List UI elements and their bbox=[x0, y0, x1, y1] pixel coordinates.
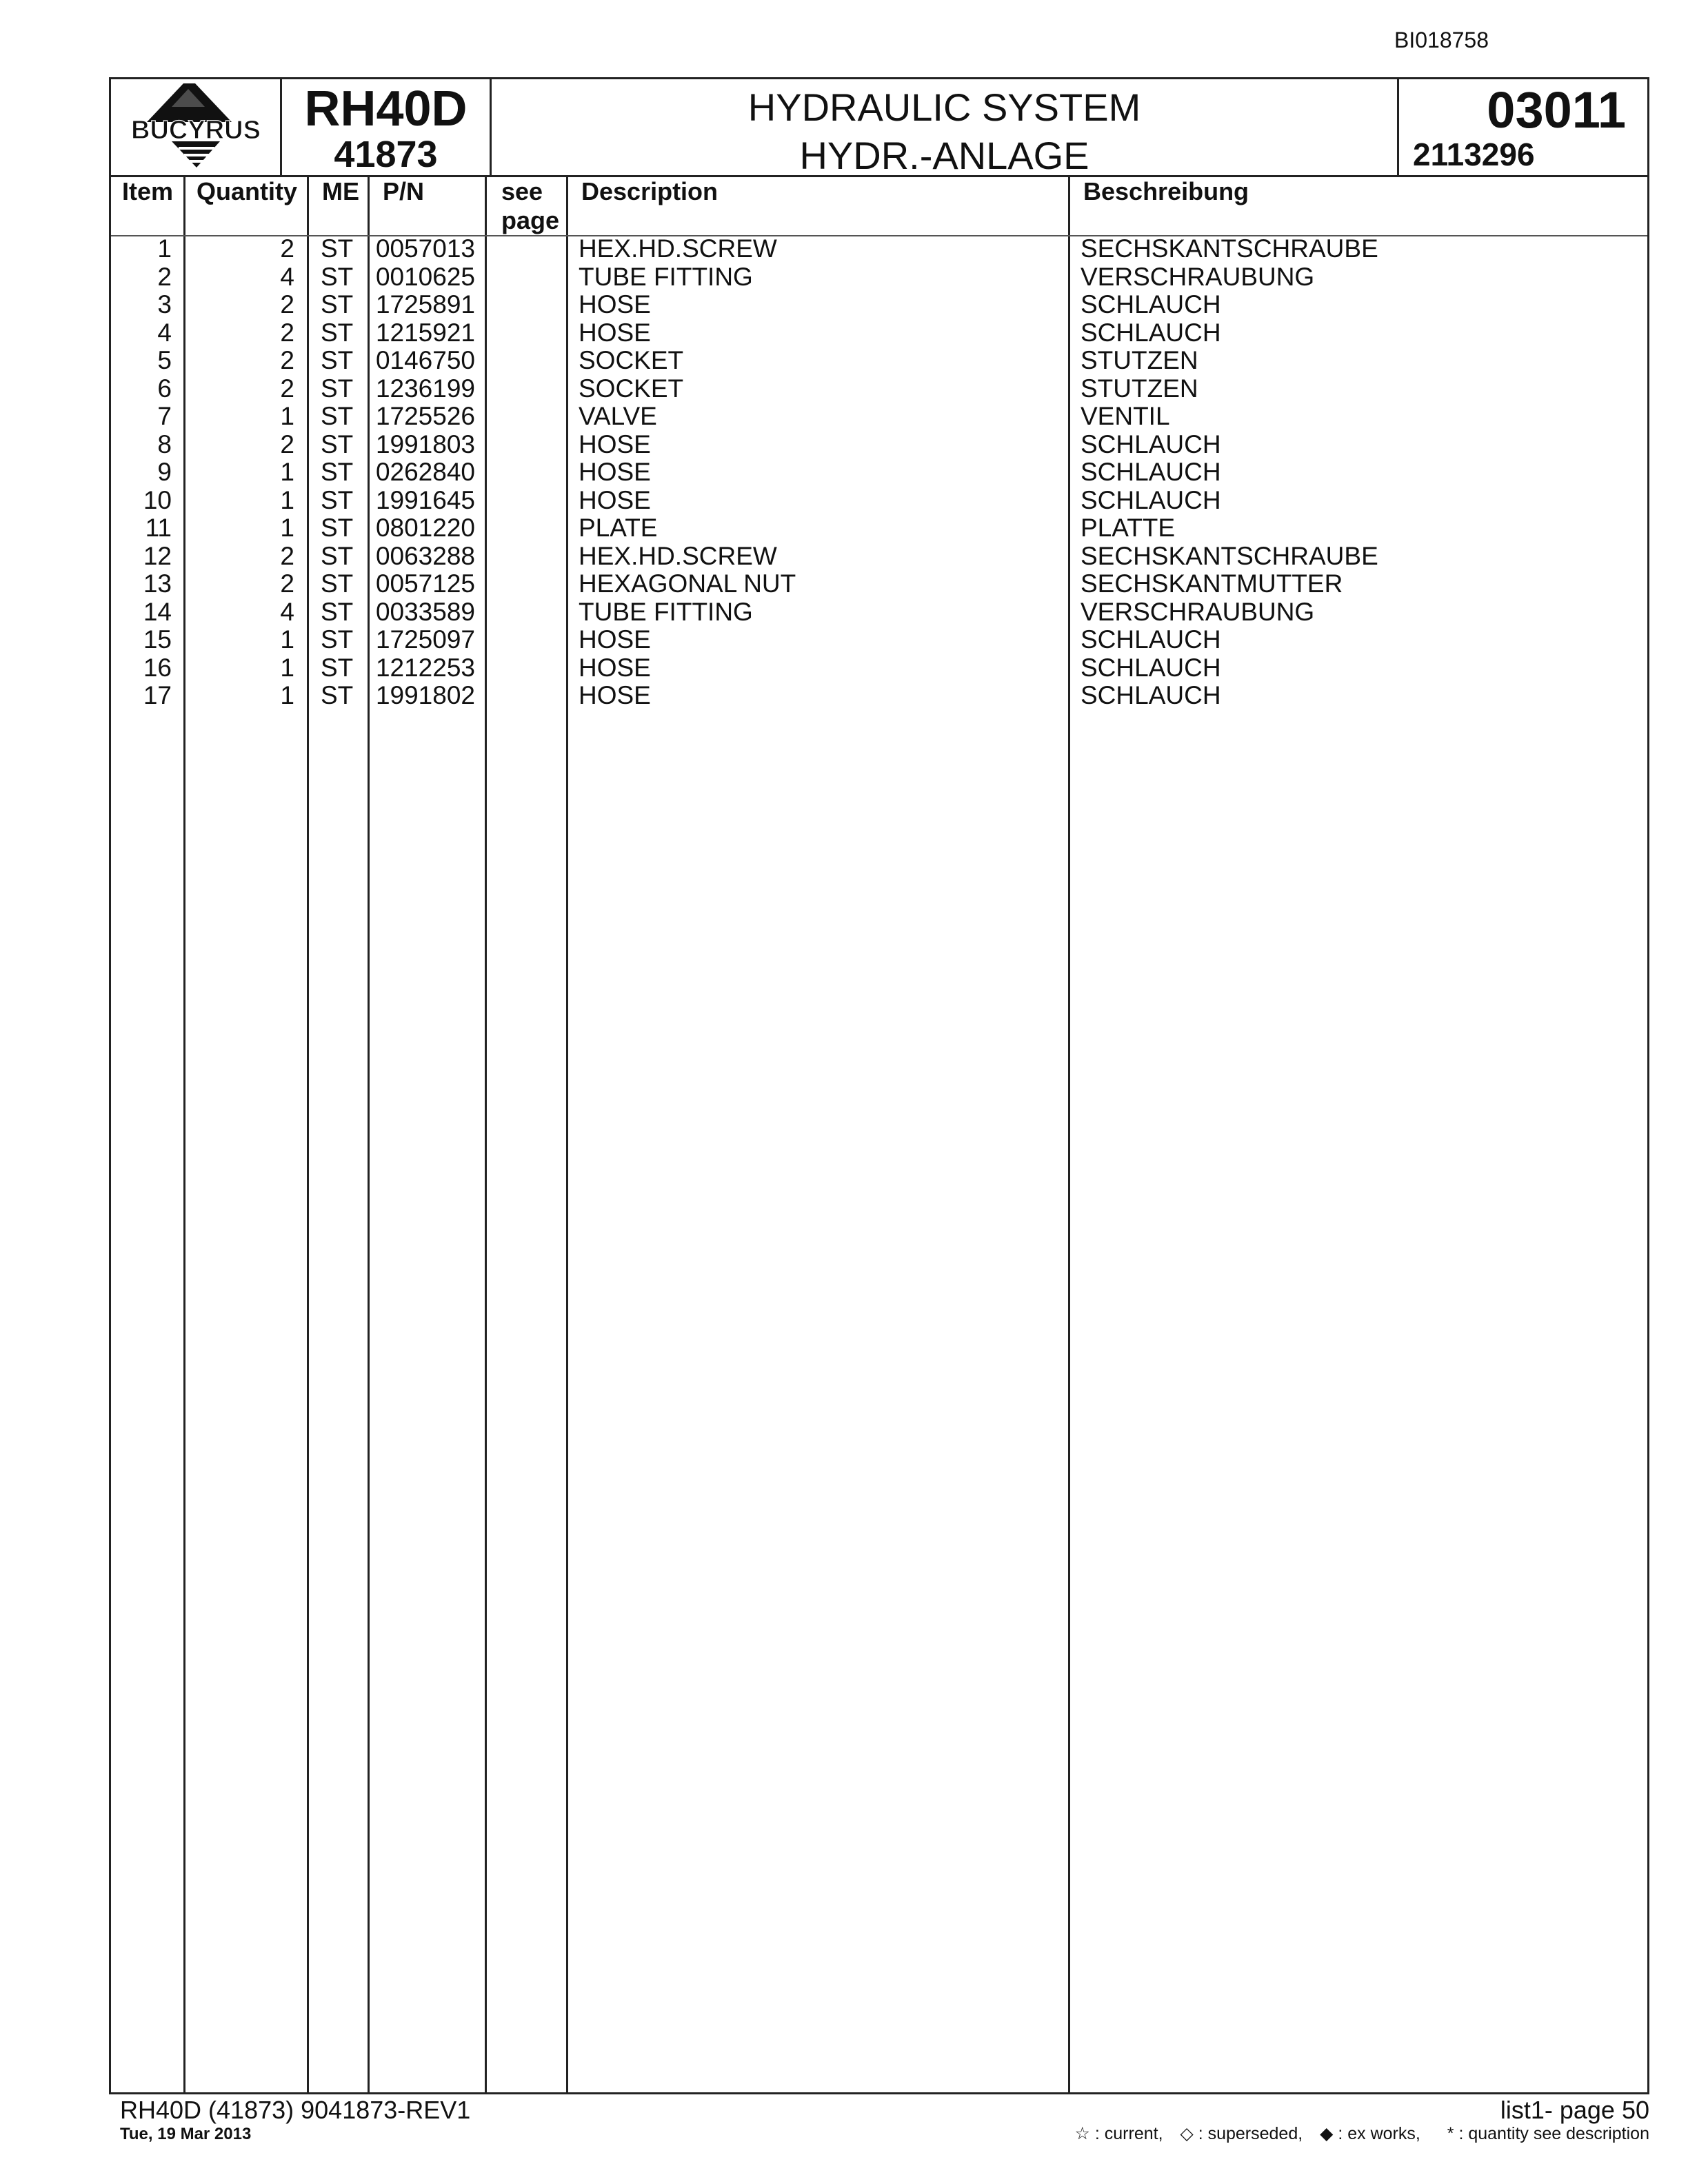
cell-beschreibung: SCHLAUCH bbox=[1081, 625, 1221, 654]
table-row bbox=[111, 487, 1647, 515]
cell-quantity: 1 bbox=[280, 458, 294, 486]
table-row bbox=[111, 543, 1647, 571]
table-row bbox=[111, 431, 1647, 459]
cell-item: 13 bbox=[143, 569, 172, 598]
cell-part-number: 1236199 bbox=[375, 374, 475, 403]
cell-me: ST bbox=[321, 569, 354, 598]
cell-beschreibung: SCHLAUCH bbox=[1081, 681, 1221, 709]
cell-part-number: 1212253 bbox=[375, 653, 475, 682]
cell-me: ST bbox=[321, 541, 354, 570]
table-row bbox=[111, 403, 1647, 431]
cell-beschreibung: STUTZEN bbox=[1081, 346, 1198, 374]
cell-quantity: 2 bbox=[280, 234, 294, 263]
column-header-beschreibung: Beschreibung bbox=[1083, 177, 1249, 205]
cell-me: ST bbox=[321, 402, 354, 430]
table-row bbox=[111, 319, 1647, 347]
cell-item: 16 bbox=[143, 653, 172, 682]
brand-logo-cell bbox=[111, 79, 282, 175]
cell-beschreibung: SECHSKANTMUTTER bbox=[1081, 569, 1343, 598]
column-header-page: page bbox=[501, 206, 560, 234]
table-row bbox=[111, 347, 1647, 375]
cell-part-number: 0801220 bbox=[375, 514, 475, 542]
cell-description: HOSE bbox=[579, 653, 651, 682]
cell-quantity: 4 bbox=[280, 262, 294, 291]
table-row bbox=[111, 514, 1647, 543]
cell-me: ST bbox=[321, 262, 354, 291]
diamond-filled-icon: ◆ bbox=[1320, 2124, 1334, 2143]
cell-item: 3 bbox=[157, 290, 172, 318]
table-row bbox=[111, 291, 1647, 319]
cell-item: 12 bbox=[143, 541, 172, 570]
cell-me: ST bbox=[321, 234, 354, 263]
star-outline-icon: ☆ bbox=[1074, 2124, 1090, 2143]
table-row bbox=[111, 626, 1647, 654]
cell-description: HOSE bbox=[579, 290, 651, 318]
cell-me: ST bbox=[321, 374, 354, 403]
assembly-part-number: 2113296 bbox=[1413, 136, 1535, 172]
legend-quantity: * : quantity see description bbox=[1447, 2124, 1649, 2143]
group-number-cell bbox=[1399, 79, 1649, 175]
cell-beschreibung: SCHLAUCH bbox=[1081, 458, 1221, 486]
cell-me: ST bbox=[321, 429, 354, 458]
cell-part-number: 1991803 bbox=[375, 429, 475, 458]
cell-description: HOSE bbox=[579, 458, 651, 486]
cell-me: ST bbox=[321, 318, 354, 347]
cell-description: HEXAGONAL NUT bbox=[579, 569, 796, 598]
cell-item: 9 bbox=[157, 458, 172, 486]
footer-date: Tue, 19 Mar 2013 bbox=[120, 2125, 252, 2143]
column-header-see: see bbox=[501, 177, 543, 205]
cell-me: ST bbox=[321, 625, 354, 654]
cell-beschreibung: SECHSKANTSCHRAUBE bbox=[1081, 541, 1378, 570]
cell-me: ST bbox=[321, 290, 354, 318]
footer-page-number: list1- page 50 bbox=[1500, 2096, 1649, 2124]
cell-part-number: 1991645 bbox=[375, 485, 475, 514]
cell-me: ST bbox=[321, 653, 354, 682]
cell-quantity: 2 bbox=[280, 569, 294, 598]
bucyrus-logo bbox=[111, 79, 281, 174]
cell-quantity: 2 bbox=[280, 346, 294, 374]
cell-description: HOSE bbox=[579, 625, 651, 654]
diamond-outline-icon: ◇ bbox=[1180, 2124, 1194, 2143]
cell-quantity: 1 bbox=[280, 625, 294, 654]
cell-quantity: 1 bbox=[280, 402, 294, 430]
cell-part-number: 1991802 bbox=[375, 681, 475, 709]
cell-item: 5 bbox=[157, 346, 172, 374]
cell-beschreibung: SCHLAUCH bbox=[1081, 429, 1221, 458]
cell-quantity: 2 bbox=[280, 541, 294, 570]
cell-description: PLATE bbox=[579, 514, 658, 542]
cell-part-number: 0033589 bbox=[375, 597, 475, 626]
model-serial: 41873 bbox=[334, 134, 438, 175]
table-row bbox=[111, 235, 1647, 263]
cell-me: ST bbox=[321, 681, 354, 709]
cell-quantity: 1 bbox=[280, 681, 294, 709]
title-cell bbox=[492, 79, 1399, 175]
cell-beschreibung: SECHSKANTSCHRAUBE bbox=[1081, 234, 1378, 263]
column-header-me: ME bbox=[322, 177, 359, 205]
cell-quantity: 2 bbox=[280, 290, 294, 318]
cell-item: 1 bbox=[157, 234, 172, 263]
cell-description: HEX.HD.SCREW bbox=[579, 541, 777, 570]
table-header-row bbox=[111, 177, 1647, 236]
legend-current: : current, bbox=[1094, 2124, 1163, 2143]
cell-description: HOSE bbox=[579, 429, 651, 458]
title-german: HYDR.-ANLAGE bbox=[799, 134, 1089, 177]
cell-me: ST bbox=[321, 485, 354, 514]
logo-wordmark: BUCYRUS bbox=[131, 116, 261, 145]
table-row bbox=[111, 654, 1647, 682]
cell-beschreibung: VENTIL bbox=[1081, 402, 1170, 430]
cell-quantity: 1 bbox=[280, 653, 294, 682]
cell-part-number: 1725097 bbox=[375, 625, 475, 654]
cell-item: 17 bbox=[143, 681, 172, 709]
cell-beschreibung: SCHLAUCH bbox=[1081, 485, 1221, 514]
cell-item: 11 bbox=[145, 514, 172, 542]
table-row bbox=[111, 598, 1647, 627]
cell-description: VALVE bbox=[579, 402, 657, 430]
cell-item: 4 bbox=[157, 318, 172, 347]
title-english: HYDRAULIC SYSTEM bbox=[747, 85, 1141, 129]
table-row bbox=[111, 375, 1647, 403]
model-name: RH40D bbox=[304, 81, 468, 136]
cell-me: ST bbox=[321, 514, 354, 542]
cell-item: 14 bbox=[143, 597, 172, 626]
cell-description: TUBE FITTING bbox=[579, 262, 753, 291]
cell-beschreibung: SCHLAUCH bbox=[1081, 653, 1221, 682]
cell-part-number: 0146750 bbox=[375, 346, 475, 374]
sheet-header bbox=[111, 79, 1647, 177]
cell-description: HEX.HD.SCREW bbox=[579, 234, 777, 263]
cell-quantity: 2 bbox=[280, 318, 294, 347]
cell-item: 8 bbox=[157, 429, 172, 458]
cell-description: SOCKET bbox=[579, 374, 684, 403]
column-header-item: Item bbox=[122, 177, 174, 205]
cell-part-number: 1725891 bbox=[375, 290, 475, 318]
cell-quantity: 2 bbox=[280, 429, 294, 458]
table-row bbox=[111, 263, 1647, 292]
cell-part-number: 1725526 bbox=[375, 402, 475, 430]
column-header-quantity: Quantity bbox=[197, 177, 298, 205]
table-row bbox=[111, 570, 1647, 598]
cell-item: 10 bbox=[143, 485, 172, 514]
parts-list-sheet bbox=[109, 77, 1649, 2094]
column-header-description: Description bbox=[581, 177, 719, 205]
cell-me: ST bbox=[321, 458, 354, 486]
cell-description: HOSE bbox=[579, 318, 651, 347]
cell-part-number: 0010625 bbox=[375, 262, 475, 291]
parts-table bbox=[111, 177, 1647, 2092]
cell-me: ST bbox=[321, 597, 354, 626]
cell-beschreibung: SCHLAUCH bbox=[1081, 318, 1221, 347]
footer-document-reference: RH40D (41873) 9041873-REV1 bbox=[120, 2096, 471, 2124]
cell-beschreibung: SCHLAUCH bbox=[1081, 290, 1221, 318]
group-number: 03011 bbox=[1487, 81, 1626, 139]
cell-quantity: 1 bbox=[280, 514, 294, 542]
cell-item: 6 bbox=[157, 374, 172, 403]
legend-superseded: : superseded, bbox=[1198, 2124, 1303, 2143]
cell-quantity: 2 bbox=[280, 374, 294, 403]
footer-legend bbox=[1075, 2123, 1649, 2144]
cell-description: SOCKET bbox=[579, 346, 684, 374]
cell-part-number: 0063288 bbox=[375, 541, 475, 570]
cell-beschreibung: PLATTE bbox=[1081, 514, 1176, 542]
cell-part-number: 0262840 bbox=[375, 458, 475, 486]
cell-part-number: 0057013 bbox=[375, 234, 475, 263]
column-header-pn: P/N bbox=[383, 177, 425, 205]
cell-description: TUBE FITTING bbox=[579, 597, 753, 626]
cell-me: ST bbox=[321, 346, 354, 374]
cell-item: 15 bbox=[143, 625, 172, 654]
cell-description: HOSE bbox=[579, 485, 651, 514]
cell-item: 2 bbox=[157, 262, 172, 291]
legend-ex-works: : ex works, bbox=[1338, 2124, 1420, 2143]
cell-item: 7 bbox=[157, 402, 172, 430]
cell-quantity: 1 bbox=[280, 485, 294, 514]
cell-beschreibung: VERSCHRAUBUNG bbox=[1081, 262, 1315, 291]
document-id: BI018758 bbox=[1394, 28, 1489, 52]
model-cell bbox=[282, 79, 492, 175]
column-header-see-page bbox=[501, 177, 559, 235]
cell-beschreibung: STUTZEN bbox=[1081, 374, 1198, 403]
cell-part-number: 0057125 bbox=[375, 569, 475, 598]
cell-beschreibung: VERSCHRAUBUNG bbox=[1081, 597, 1315, 626]
table-row bbox=[111, 682, 1647, 710]
cell-quantity: 4 bbox=[280, 597, 294, 626]
cell-part-number: 1215921 bbox=[375, 318, 475, 347]
cell-description: HOSE bbox=[579, 681, 651, 709]
table-row bbox=[111, 458, 1647, 487]
